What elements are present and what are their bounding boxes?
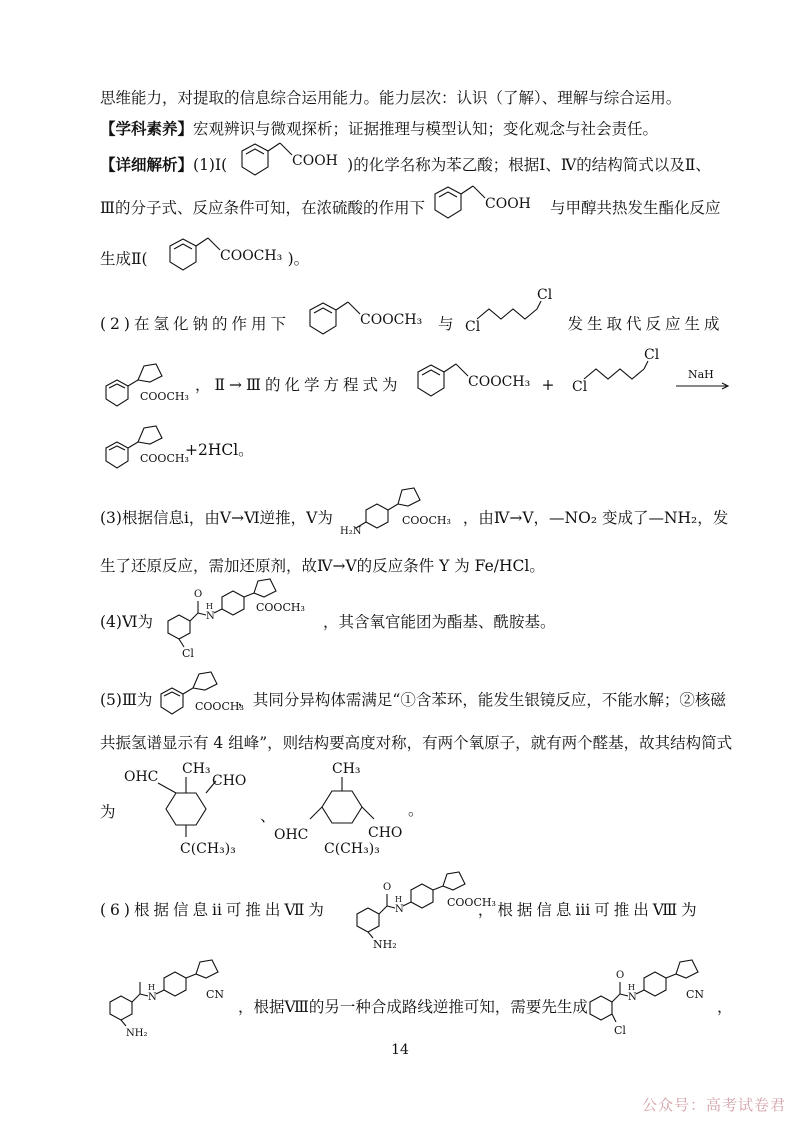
- text-line: [100, 198, 720, 218]
- oxygen-label: O: [616, 970, 625, 981]
- text-span: )的化学名称为苯乙酸；根据Ⅰ、Ⅳ的结构简式以及Ⅱ、: [347, 156, 711, 174]
- text-span: (6)根据信息ⅱ可推出Ⅶ为: [100, 901, 328, 919]
- nh2-label: NH₂: [373, 938, 397, 951]
- compound-III-structure: [155, 666, 250, 721]
- nh2-label: H₂N: [340, 526, 362, 537]
- cl-label: Cl: [644, 347, 660, 363]
- cho-label: CHO: [212, 773, 247, 789]
- text-span: ，其含氧官能团为酯基、酰胺基。: [323, 613, 556, 631]
- ch3-label: CH₃: [332, 761, 361, 777]
- text-span: 生成Ⅱ(: [100, 250, 148, 268]
- text-span: ，根据信息ⅲ可推出Ⅷ为: [477, 901, 701, 919]
- text-span: (3)根据信息ⅰ，由Ⅴ→Ⅵ逆推，Ⅴ为: [100, 509, 333, 527]
- dichlorobutane-structure: [463, 285, 563, 345]
- cooch3-label: COOCH₃: [447, 896, 496, 909]
- text-span: 发生取代反应生成: [567, 315, 724, 333]
- compound-III-structure: [100, 358, 195, 413]
- tbu-label: C(CH₃)₃: [324, 841, 380, 857]
- text-span: 与: [437, 315, 458, 333]
- text-span: (5)Ⅲ为: [100, 691, 153, 709]
- watermark: 公众号：高考试卷君: [641, 1096, 786, 1114]
- text-line: 为: [100, 803, 116, 821]
- cn-label: CN: [206, 988, 225, 1001]
- cl-label: Cl: [182, 647, 194, 660]
- phenylacetic-acid-structure: [425, 180, 555, 230]
- text-span: ，由Ⅳ→Ⅴ，—NO₂ 变成了—NH₂，发: [462, 509, 729, 527]
- text-span: ，根据Ⅷ的另一种合成路线逆推可知，需要先生成: [238, 998, 588, 1016]
- text-span: ，其同分异构体需满足“①含苯环，能发生银镜反应，不能水解；②核磁: [237, 691, 726, 709]
- page-number: 14: [391, 1042, 409, 1058]
- cl-label: Cl: [614, 1024, 626, 1037]
- compound-VII-structure: [345, 866, 510, 951]
- cooh-label: COOH: [292, 153, 338, 169]
- cho-label: OHC: [274, 827, 309, 843]
- text-span: )。: [287, 250, 310, 268]
- text-span: (2)在氢化钠的作用下: [100, 315, 290, 333]
- text-span: (1)Ⅰ(: [193, 156, 228, 174]
- section-tag: 【详细解析】: [100, 155, 194, 174]
- compound-VI-structure: [148, 585, 323, 660]
- cooch3-label: COOCH₃: [402, 514, 451, 527]
- cooch3-label: COOCH₃: [195, 700, 244, 713]
- nitrogen-label: N: [395, 904, 404, 915]
- tbu-label: C(CH₃)₃: [180, 841, 236, 857]
- hydrogen-label: H: [148, 983, 155, 992]
- cl-label: Cl: [572, 379, 588, 395]
- cooch3-label: COOCH₃: [468, 374, 531, 390]
- cho-label: OHC: [124, 769, 159, 785]
- cooch3-label: COOCH₃: [140, 390, 189, 403]
- text-line: ，: [717, 998, 733, 1016]
- hydrogen-label: H: [628, 983, 635, 992]
- text-span: 宏观辨识与微观探析；证据推理与模型认知；变化观念与社会责任。: [193, 120, 659, 138]
- text-line: [238, 997, 588, 1017]
- cooch3-label: COOCH₃: [140, 452, 189, 465]
- cooch3-label: COOCH₃: [360, 312, 423, 328]
- text-span: (4)Ⅵ为: [100, 613, 154, 631]
- section-tag: 【学科素养】: [100, 119, 194, 138]
- methyl-phenylacetate-structure: [300, 296, 450, 346]
- text-line: 。: [408, 801, 424, 819]
- phenylacetic-acid-structure: [232, 137, 362, 187]
- isomer-structure-2: [270, 757, 410, 862]
- compound-V-structure: [340, 478, 475, 538]
- reagent-label: NaH: [688, 368, 714, 381]
- nitrogen-label: N: [148, 992, 157, 1003]
- cooch3-label: COOCH₃: [220, 248, 283, 264]
- cl-label: Cl: [465, 319, 481, 335]
- nitrogen-label: N: [628, 992, 637, 1003]
- cl-label: Cl: [537, 287, 553, 303]
- cooh-label: COOH: [485, 196, 531, 212]
- chloro-amide-nitrile-structure: [580, 946, 725, 1041]
- text-line: [100, 119, 658, 139]
- methyl-phenylacetate-structure: [408, 358, 558, 408]
- text-span: 与甲醇共热发生酯化反应: [549, 199, 721, 217]
- cn-label: CN: [686, 988, 705, 1001]
- oxygen-label: O: [383, 882, 392, 893]
- text-line: 共振氢谱显示有 4 组峰”，则结构要高度对称，有两个氧原子，就有两个醛基，故其结构简式: [100, 734, 733, 752]
- cho-label: CHO: [368, 825, 403, 841]
- nh2-label: NH₂: [126, 1028, 148, 1039]
- hydrogen-label: H: [395, 895, 402, 904]
- hydrogen-label: H: [206, 602, 213, 611]
- isomer-structure-1: [120, 757, 260, 862]
- text-line: 、: [260, 807, 276, 825]
- dichlorobutane-structure: [570, 345, 670, 405]
- text-span: Ⅲ的分子式、反应条件可知，在浓硫酸的作用下: [100, 199, 425, 217]
- ch3-label: CH₃: [182, 761, 211, 777]
- text-span: +: [541, 376, 559, 394]
- text-line: +2HCl。: [185, 441, 254, 459]
- text-line: 思维能力，对提取的信息综合运用能力。能力层次：认识（了解）、理解与综合运用。: [100, 89, 682, 107]
- compound-III-structure: [100, 420, 195, 475]
- nitrogen-label: N: [206, 611, 215, 622]
- cooch3-label: COOCH₃: [256, 601, 305, 614]
- oxygen-label: O: [194, 589, 203, 600]
- text-span: ，Ⅱ→Ⅲ的化学方程式为: [195, 376, 402, 394]
- reaction-arrow: [674, 368, 732, 398]
- methyl-phenylacetate-structure: [160, 232, 310, 282]
- compound-VIII-structure: [100, 946, 240, 1041]
- text-line: 生了还原反应，需加还原剂，故Ⅳ→Ⅴ的反应条件 Y 为 Fe/HCl。: [100, 557, 545, 575]
- text-line: [100, 155, 711, 175]
